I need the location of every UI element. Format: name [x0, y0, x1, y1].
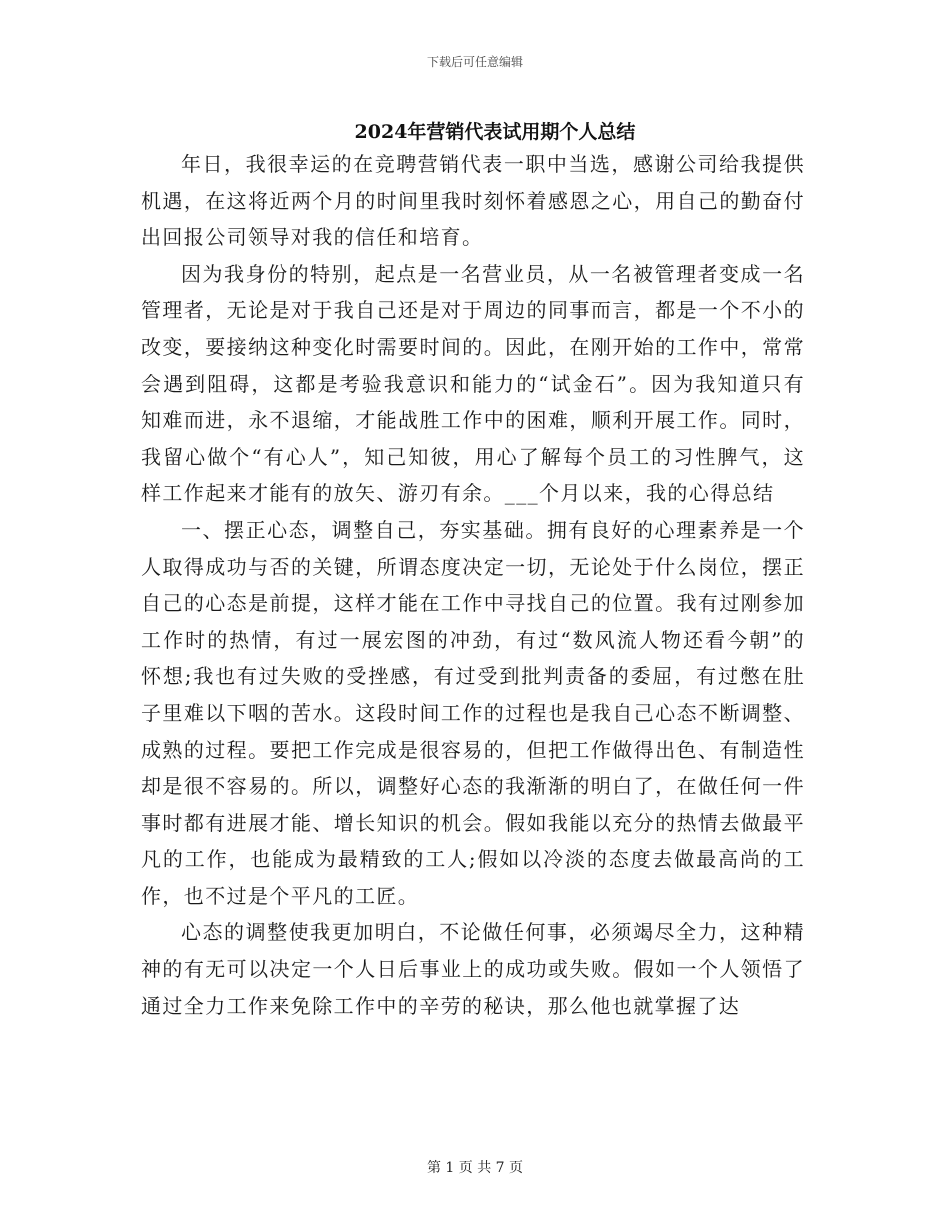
- header-note: 下载后可任意编辑: [426, 55, 523, 69]
- paragraph-3: 一、摆正心态，调整自己，夯实基础。拥有良好的心理素养是一个人取得成功与否的关键，所谓态度决定一切，无论处于什么岗位，摆正自己的心态是前提，这样才能在工作中寻找自己的位置。我有过刚参加工作时的热情，有过一展宏图的冲劲，有过“数风流人物还看今朝”的怀想;我也有过失败的受挫感，有过受到批判责备的委屈，有过憋在肚子里难以下咽的苦水。这段时间工作的过程也是我自己心态不断调整、成熟的过程。要把工作完成是很容易的，但把工作做得出色、有制造性却是很不容易的。所以，调整好心态的我渐渐的明白了，在做任何一件事时都有进展才能、增长知识的机会。假如我能以充分的热情去做最平凡的工作，也能成为最精致的工人;假如以冷淡的态度去做最高尚的工作，也不过是个平凡的工匠。: [141, 517, 805, 908]
- document-body: [141, 146, 805, 1024]
- document-title: 2024年营销代表试用期个人总结: [354, 121, 636, 143]
- paragraph-2: 因为我身份的特别，起点是一名营业员，从一名被管理者变成一名管理者，无论是对于我自己还是对于周边的同事而言，都是一个不小的改变，要接纳这种变化时需要时间的。因此，在刚开始的工作中，常常会遇到阻碍，这都是考验我意识和能力的“试金石”。因为我知道只有知难而进，永不退缩，才能战胜工作中的困难，顺利开展工作。同时，我留心做个“有心人”，知己知彼，用心了解每个员工的习性脾气，这样工作起来才能有的放矢、游刃有余。___个月以来，我的心得总结: [141, 261, 805, 506]
- paragraph-4: 心态的调整使我更加明白，不论做任何事，必须竭尽全力，这种精神的有无可以决定一个人日后事业上的成功或失败。假如一个人领悟了通过全力工作来免除工作中的辛劳的秘诀，那么他也就掌握了达: [141, 920, 805, 1018]
- paragraph-1: 年日，我很幸运的在竞聘营销代表一职中当选，感谢公司给我提供机遇，在这将近两个月的时间里我时刻怀着感恩之心，用自己的勤奋付出回报公司领导对我的信任和培育。: [141, 152, 805, 250]
- page-number: 第 1 页 共 7 页: [426, 1160, 524, 1176]
